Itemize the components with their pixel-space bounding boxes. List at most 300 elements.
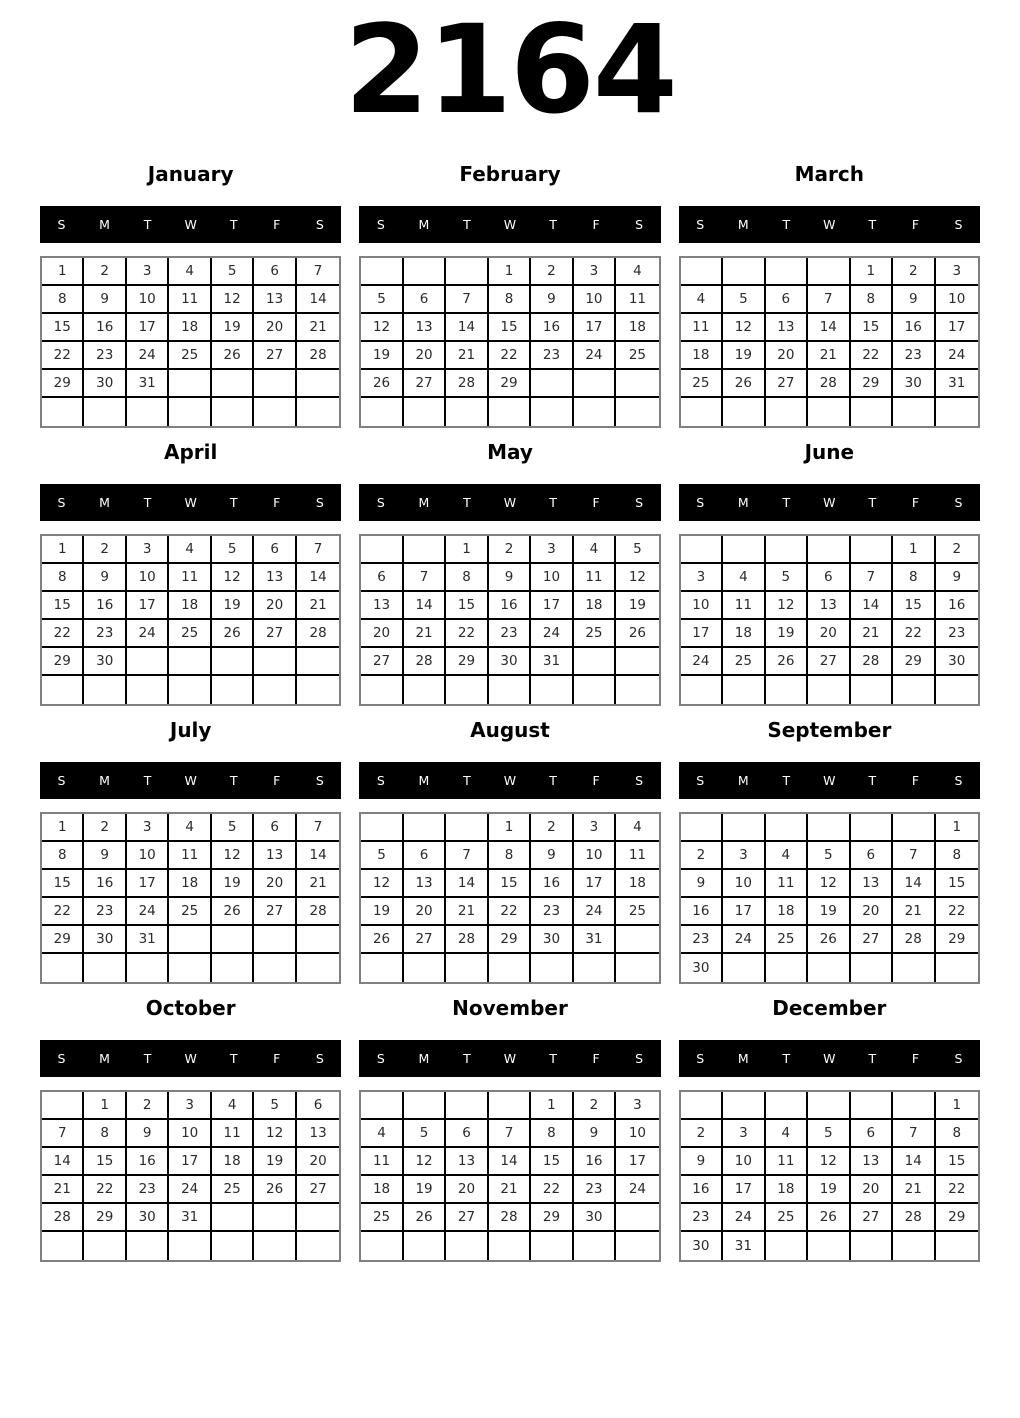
day-cell: 11 [616,842,658,870]
day-cell-empty [616,648,658,676]
day-cell: 12 [404,1148,446,1176]
day-cell: 29 [42,926,84,954]
day-cell: 5 [404,1120,446,1148]
day-cell: 25 [574,620,616,648]
month-title: May [487,440,533,464]
weekday-label: F [592,1051,600,1066]
day-cell: 23 [574,1176,616,1204]
day-cell: 11 [169,842,211,870]
weekday-label: S [954,773,963,788]
day-cell: 18 [616,870,658,898]
day-cell: 14 [446,870,488,898]
day-cell-empty [254,370,296,398]
day-cell: 21 [893,1176,935,1204]
day-cell-empty [361,814,403,842]
day-cell-empty [893,398,935,426]
day-cell: 24 [574,898,616,926]
day-cell: 3 [531,536,573,564]
day-cell: 20 [254,870,296,898]
day-cell: 21 [893,898,935,926]
day-cell: 3 [616,1092,658,1120]
day-cell: 9 [127,1120,169,1148]
day-cell: 27 [851,926,893,954]
day-cell: 4 [361,1120,403,1148]
month-day-grid [359,256,660,428]
weekday-label: W [184,217,197,232]
day-cell-empty [489,1232,531,1260]
day-cell: 20 [361,620,403,648]
day-cell: 15 [851,314,893,342]
day-cell: 8 [42,564,84,592]
day-cell: 3 [574,814,616,842]
day-cell: 21 [297,314,339,342]
weekday-label: M [99,495,110,510]
day-cell: 26 [808,926,850,954]
day-cell: 20 [766,342,808,370]
day-cell: 17 [531,592,573,620]
weekday-label: S [376,495,385,510]
day-cell-empty [42,398,84,426]
day-cell-empty [212,648,254,676]
day-cell: 2 [574,1092,616,1120]
day-cell: 17 [127,870,169,898]
day-cell: 30 [84,370,126,398]
day-cell: 1 [893,536,935,564]
day-cell: 1 [446,536,488,564]
day-cell: 28 [297,620,339,648]
day-cell: 21 [446,898,488,926]
day-cell: 7 [808,286,850,314]
month-title: January [147,162,234,186]
day-cell: 15 [936,1148,978,1176]
day-cell: 17 [723,898,765,926]
day-cell: 1 [936,814,978,842]
day-cell: 1 [42,814,84,842]
day-cell: 26 [404,1204,446,1232]
weekday-label: M [737,1051,749,1066]
day-cell-empty [574,1232,616,1260]
day-cell: 10 [127,286,169,314]
weekday-label: S [315,773,324,788]
day-cell: 12 [254,1120,296,1148]
weekday-label: S [376,773,385,788]
weekday-label: S [57,495,66,510]
day-cell: 9 [84,564,126,592]
day-cell: 30 [574,1204,616,1232]
month-title: June [804,440,855,464]
day-cell: 3 [574,258,616,286]
day-cell: 17 [936,314,978,342]
day-cell: 18 [766,1176,808,1204]
day-cell: 18 [212,1148,254,1176]
day-cell: 16 [574,1148,616,1176]
day-cell: 1 [531,1092,573,1120]
day-cell: 23 [681,926,723,954]
day-cell: 28 [808,370,850,398]
day-cell: 24 [616,1176,658,1204]
day-cell: 6 [254,258,296,286]
day-cell: 17 [723,1176,765,1204]
day-cell-empty [169,954,211,982]
day-cell: 15 [936,870,978,898]
day-cell: 16 [489,592,531,620]
day-cell: 19 [212,314,254,342]
day-cell-empty [893,676,935,704]
day-cell: 31 [936,370,978,398]
day-cell: 19 [212,592,254,620]
day-cell: 6 [297,1092,339,1120]
day-cell: 7 [404,564,446,592]
day-cell: 19 [616,592,658,620]
day-cell-empty [404,954,446,982]
day-cell: 4 [766,1120,808,1148]
day-cell: 19 [404,1176,446,1204]
day-cell: 20 [254,314,296,342]
day-cell: 18 [616,314,658,342]
day-cell: 11 [361,1148,403,1176]
day-cell: 3 [127,258,169,286]
weekday-header-row [679,206,980,243]
day-cell: 25 [169,898,211,926]
day-cell: 17 [681,620,723,648]
day-cell: 10 [127,564,169,592]
day-cell: 23 [531,898,573,926]
month-block [40,160,341,428]
day-cell: 4 [169,536,211,564]
weekday-label: T [549,773,557,788]
day-cell-empty [936,954,978,982]
day-cell: 26 [212,620,254,648]
weekday-label: M [418,495,430,510]
weekday-label: F [911,217,920,232]
day-cell-empty [297,1204,339,1232]
weekday-label: W [823,495,836,510]
day-cell: 4 [681,286,723,314]
day-cell: 30 [127,1204,169,1232]
day-cell-empty [574,648,616,676]
month-day-grid [679,1090,980,1262]
day-cell-empty [723,258,765,286]
day-cell: 30 [489,648,531,676]
day-cell-empty [893,954,935,982]
day-cell: 4 [616,814,658,842]
day-cell-empty [297,954,339,982]
day-cell: 27 [766,370,808,398]
day-cell-empty [681,814,723,842]
day-cell-empty [212,926,254,954]
weekday-label: M [99,217,110,232]
day-cell-empty [489,398,531,426]
day-cell-empty [808,536,850,564]
day-cell: 22 [936,898,978,926]
day-cell-empty [766,1092,808,1120]
day-cell: 23 [84,898,126,926]
day-cell: 29 [446,648,488,676]
day-cell: 2 [893,258,935,286]
day-cell: 29 [936,1204,978,1232]
day-cell: 4 [616,258,658,286]
day-cell: 27 [404,926,446,954]
day-cell: 13 [446,1148,488,1176]
day-cell: 27 [808,648,850,676]
weekday-header-row [679,484,980,521]
day-cell: 31 [169,1204,211,1232]
day-cell-empty [766,676,808,704]
day-cell: 18 [574,592,616,620]
day-cell: 11 [212,1120,254,1148]
day-cell: 24 [127,898,169,926]
day-cell: 23 [893,342,935,370]
day-cell: 21 [297,870,339,898]
day-cell: 3 [681,564,723,592]
day-cell-empty [297,398,339,426]
day-cell: 5 [254,1092,296,1120]
weekday-label: S [635,1051,644,1066]
weekday-label: T [463,1051,471,1066]
day-cell: 15 [893,592,935,620]
weekday-label: S [57,1051,66,1066]
weekday-label: T [782,217,791,232]
day-cell-empty [808,954,850,982]
day-cell: 21 [808,342,850,370]
day-cell: 5 [212,814,254,842]
day-cell-empty [681,676,723,704]
day-cell-empty [766,954,808,982]
weekday-label: T [782,495,791,510]
day-cell: 17 [169,1148,211,1176]
day-cell: 7 [489,1120,531,1148]
weekday-label: T [463,773,471,788]
day-cell: 11 [681,314,723,342]
day-cell-empty [446,1232,488,1260]
weekday-label: S [696,217,705,232]
day-cell: 28 [489,1204,531,1232]
day-cell: 3 [723,842,765,870]
day-cell-empty [531,1232,573,1260]
day-cell: 8 [84,1120,126,1148]
day-cell-empty [84,676,126,704]
day-cell: 11 [169,286,211,314]
day-cell-empty [212,1232,254,1260]
weekday-label: S [696,495,705,510]
day-cell: 31 [127,370,169,398]
day-cell: 14 [808,314,850,342]
day-cell: 21 [297,592,339,620]
day-cell: 23 [84,342,126,370]
weekday-label: T [868,217,877,232]
weekday-header-row [679,762,980,799]
day-cell: 16 [531,870,573,898]
day-cell: 21 [446,342,488,370]
day-cell: 9 [681,870,723,898]
day-cell: 9 [893,286,935,314]
day-cell: 7 [297,536,339,564]
day-cell-empty [297,648,339,676]
day-cell-empty [169,648,211,676]
month-day-grid [359,1090,660,1262]
day-cell: 14 [851,592,893,620]
month-day-grid [40,1090,341,1262]
day-cell-empty [574,954,616,982]
day-cell-empty [446,954,488,982]
day-cell: 13 [851,870,893,898]
day-cell: 20 [297,1148,339,1176]
day-cell: 16 [681,1176,723,1204]
weekday-label: W [503,495,517,510]
weekday-label: M [99,1051,110,1066]
day-cell: 17 [127,314,169,342]
weekday-label: S [315,217,324,232]
day-cell: 25 [616,898,658,926]
day-cell: 7 [851,564,893,592]
weekday-label: S [954,495,963,510]
month-block [40,438,341,706]
day-cell-empty [936,398,978,426]
day-cell: 13 [766,314,808,342]
day-cell: 8 [893,564,935,592]
day-cell: 17 [574,870,616,898]
weekday-label: F [592,217,600,232]
day-cell-empty [723,954,765,982]
day-cell: 12 [808,870,850,898]
day-cell: 18 [766,898,808,926]
day-cell: 27 [361,648,403,676]
day-cell: 15 [489,314,531,342]
day-cell: 16 [936,592,978,620]
day-cell-empty [254,676,296,704]
day-cell: 4 [212,1092,254,1120]
weekday-label: T [143,1051,152,1066]
day-cell-empty [489,676,531,704]
day-cell: 1 [851,258,893,286]
day-cell: 25 [723,648,765,676]
weekday-header-row [40,484,341,521]
weekday-label: T [782,773,791,788]
day-cell-empty [616,1232,658,1260]
day-cell: 7 [446,842,488,870]
day-cell: 8 [851,286,893,314]
day-cell: 26 [766,648,808,676]
day-cell: 26 [361,926,403,954]
day-cell-empty [127,954,169,982]
month-block [359,994,660,1262]
month-block [679,716,980,984]
day-cell-empty [127,398,169,426]
day-cell: 12 [616,564,658,592]
weekday-label: W [823,1051,836,1066]
day-cell: 3 [127,814,169,842]
day-cell-empty [808,398,850,426]
day-cell: 15 [531,1148,573,1176]
weekday-label: T [143,217,152,232]
weekday-label: S [635,773,644,788]
day-cell: 9 [489,564,531,592]
weekday-header-row [359,762,660,799]
day-cell: 19 [254,1148,296,1176]
weekday-label: F [592,495,600,510]
weekday-header-row [40,1040,341,1077]
day-cell-empty [297,1232,339,1260]
day-cell: 1 [42,258,84,286]
month-title: February [459,162,561,186]
day-cell: 3 [127,536,169,564]
day-cell: 14 [489,1148,531,1176]
day-cell: 31 [723,1232,765,1260]
day-cell: 9 [681,1148,723,1176]
day-cell: 5 [616,536,658,564]
day-cell: 16 [127,1148,169,1176]
day-cell: 3 [936,258,978,286]
day-cell-empty [446,258,488,286]
day-cell: 28 [404,648,446,676]
day-cell-empty [127,648,169,676]
day-cell: 1 [936,1092,978,1120]
day-cell: 19 [361,342,403,370]
day-cell: 19 [361,898,403,926]
day-cell: 29 [489,370,531,398]
day-cell-empty [766,1232,808,1260]
weekday-label: W [503,1051,517,1066]
day-cell: 19 [808,898,850,926]
day-cell-empty [404,1232,446,1260]
month-block [359,438,660,706]
day-cell-empty [212,954,254,982]
weekday-label: T [549,217,557,232]
day-cell: 13 [361,592,403,620]
day-cell-empty [936,1232,978,1260]
day-cell-empty [254,648,296,676]
day-cell: 15 [84,1148,126,1176]
day-cell: 26 [723,370,765,398]
day-cell-empty [254,954,296,982]
day-cell: 6 [404,842,446,870]
day-cell-empty [84,398,126,426]
day-cell-empty [446,398,488,426]
day-cell: 12 [212,842,254,870]
year-title: 2164 [344,0,676,141]
day-cell: 4 [169,814,211,842]
day-cell: 11 [766,1148,808,1176]
day-cell-empty [851,954,893,982]
day-cell-empty [723,398,765,426]
day-cell: 13 [254,564,296,592]
day-cell: 30 [84,648,126,676]
weekday-label: F [273,495,281,510]
day-cell: 2 [84,536,126,564]
day-cell-empty [42,1232,84,1260]
month-day-grid [679,256,980,428]
day-cell-empty [531,398,573,426]
day-cell-empty [616,1204,658,1232]
day-cell: 9 [531,286,573,314]
day-cell: 23 [84,620,126,648]
day-cell: 10 [681,592,723,620]
month-block [40,716,341,984]
day-cell: 19 [723,342,765,370]
day-cell: 19 [212,870,254,898]
day-cell-empty [766,536,808,564]
weekday-label: T [463,217,471,232]
day-cell: 17 [616,1148,658,1176]
day-cell-empty [361,1092,403,1120]
day-cell: 31 [574,926,616,954]
day-cell: 29 [42,648,84,676]
day-cell: 22 [936,1176,978,1204]
day-cell-empty [808,1092,850,1120]
day-cell: 31 [531,648,573,676]
day-cell-empty [404,1092,446,1120]
day-cell-empty [169,398,211,426]
